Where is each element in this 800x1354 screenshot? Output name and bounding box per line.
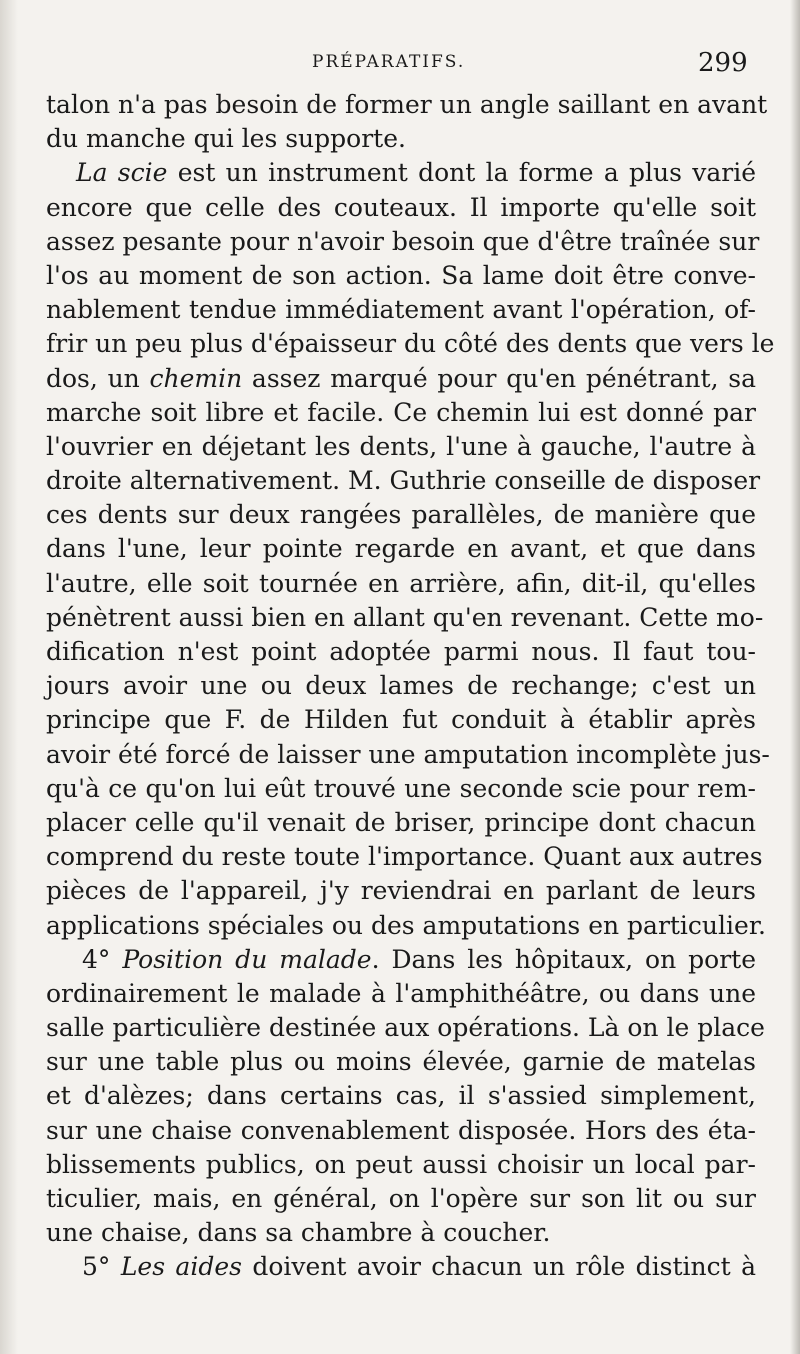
text-line: encore que celle des couteaux. Il importe qu'elle soit bbox=[46, 192, 756, 222]
text-line: du manche qui les supporte. bbox=[46, 124, 406, 154]
text-line: frir un peu plus d'épaisseur du côté des dents que vers le bbox=[46, 329, 775, 359]
text-line: dification n'est point adoptée parmi nous. Il faut tou- bbox=[46, 637, 756, 666]
text-line: une chaise, dans sa chambre à coucher. bbox=[46, 1218, 551, 1248]
running-head-title: PRÉPARATIFS. bbox=[312, 52, 466, 72]
text-line: l'os au moment de son action. Sa lame doit être conve- bbox=[46, 260, 756, 290]
page-left-edge bbox=[0, 0, 18, 1354]
term-chemin: chemin bbox=[149, 363, 243, 393]
term-la-scie: La scie bbox=[76, 158, 168, 188]
text-line: principe que F. de Hilden fut conduit à établir après bbox=[46, 705, 756, 735]
text-line: pénètrent aussi bien en allant qu'en revenant. Cette mo- bbox=[46, 602, 764, 632]
body-text bbox=[46, 88, 775, 1285]
text-line: placer celle qu'il venait de briser, principe dont chacun bbox=[46, 807, 756, 837]
text-line: marche soit libre et facile. Ce chemin lui est donné par bbox=[46, 397, 756, 427]
text-line: applications spéciales ou des amputations en particulier. bbox=[46, 910, 766, 940]
text-line: nablement tendue immédiatement avant l'opération, of- bbox=[46, 295, 756, 325]
text-line: blissements publics, on peut aussi choisir un local par- bbox=[46, 1149, 756, 1179]
text-line: l'autre, elle soit tournée en arrière, afin, dit-il, qu'elles bbox=[46, 568, 756, 598]
text-line: salle particulière destinée aux opérations. Là on le place bbox=[46, 1013, 765, 1043]
text-line: 4° Position du malade. Dans les hôpitaux, on porte bbox=[82, 944, 757, 974]
text-line: et d'alèzes; dans certains cas, il s'assied simplement, bbox=[46, 1081, 756, 1111]
text-line: comprend du reste toute l'importance. Quant aux autres bbox=[46, 842, 763, 872]
text-line: ces dents sur deux rangées parallèles, de manière que bbox=[46, 500, 756, 530]
page-number: 299 bbox=[698, 48, 748, 78]
term-position-du-malade: Position du malade bbox=[122, 944, 372, 974]
text-line: jours avoir une ou deux lames de rechange; c'est un bbox=[46, 671, 756, 701]
term-les-aides: Les aides bbox=[120, 1252, 242, 1282]
text-line: avoir été forcé de laisser une amputation incomplète jus- bbox=[46, 739, 770, 769]
text-line: dans l'une, leur pointe regarde en avant, et que dans bbox=[46, 534, 756, 564]
text-line: ticulier, mais, en général, on l'opère sur son lit ou sur bbox=[46, 1184, 756, 1213]
text-line: La scie est un instrument dont la forme a plus varié bbox=[76, 158, 757, 188]
text-line: assez pesante pour n'avoir besoin que d'être traînée sur bbox=[46, 226, 760, 256]
text-line: sur une chaise convenablement disposée. Hors des éta- bbox=[46, 1115, 756, 1145]
text-line: qu'à ce qu'on lui eût trouvé une seconde scie pour rem- bbox=[46, 773, 756, 803]
text-line: pièces de l'appareil, j'y reviendrai en parlant de leurs bbox=[46, 876, 756, 906]
page-right-edge bbox=[790, 0, 800, 1354]
text-line: dos, un chemin assez marqué pour qu'en pénétrant, sa bbox=[46, 363, 756, 393]
text-line: talon n'a pas besoin de former un angle saillant en avant bbox=[46, 90, 768, 119]
text-line: 5° Les aides doivent avoir chacun un rôle distinct à bbox=[82, 1252, 757, 1282]
running-head bbox=[0, 48, 800, 88]
text-line: l'ouvrier en déjetant les dents, l'une à gauche, l'autre à bbox=[46, 431, 756, 461]
text-line: sur une table plus ou moins élevée, garnie de matelas bbox=[46, 1047, 756, 1077]
text-line: droite alternativement. M. Guthrie conseille de disposer bbox=[46, 466, 761, 496]
text-line: ordinairement le malade à l'amphithéâtre, ou dans une bbox=[46, 978, 756, 1008]
